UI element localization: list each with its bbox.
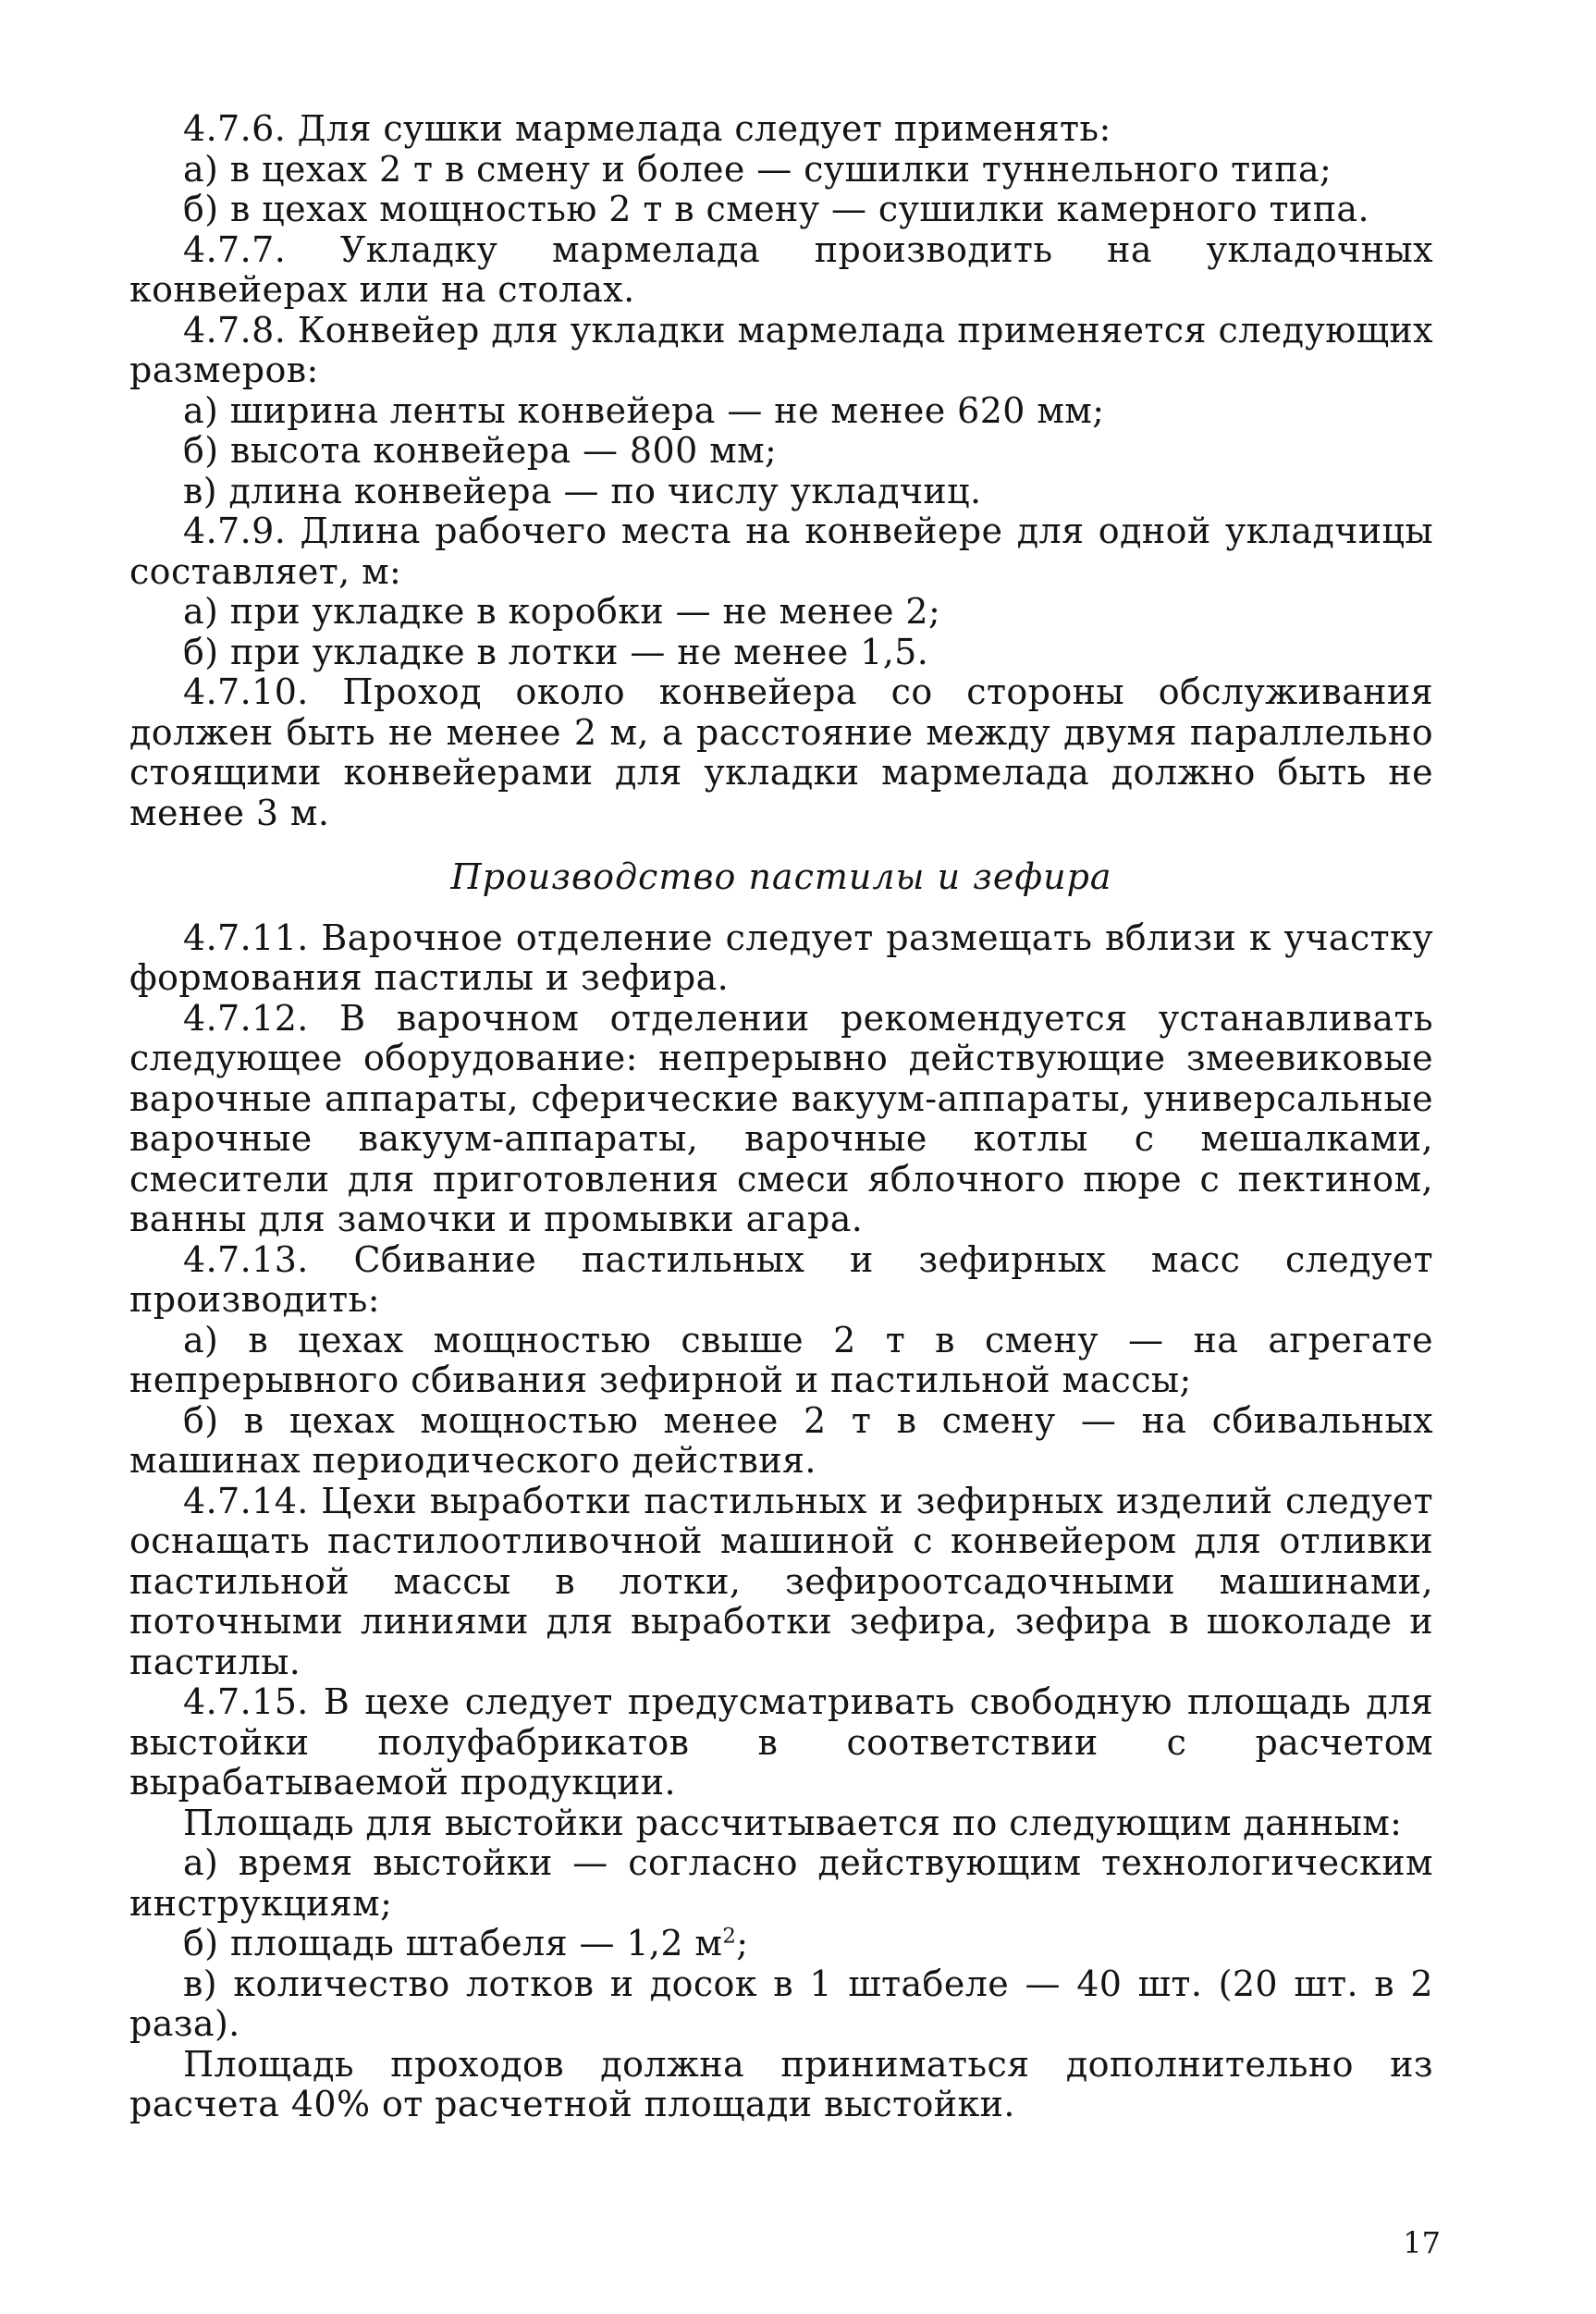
paragraph-4-7-15: 4.7.15. В цехе следует предусматривать свободную площадь для выстойки полуфабрикатов в соответствии с расчетом вырабатываемой продукции.	[129, 1681, 1433, 1803]
paragraph-area-calc: Площадь для выстойки рассчитывается по следующим данным:	[183, 1802, 1403, 1843]
paragraph-4-7-9: 4.7.9. Длина рабочего места на конвейере для одной укладчицы составляет, м:	[129, 511, 1433, 592]
section-heading: Производство пастилы и зефира	[450, 856, 1112, 897]
paragraph-4-7-8: 4.7.8. Конвейер для укладки мармелада применяется следующих размеров:	[129, 309, 1433, 390]
paragraph-4-7-14: 4.7.14. Цехи выработки пастильных и зефирных изделий следует оснащать пастилоотливочной машиной с конвейером для отливки пастильной массы в лотки, зефироотсадочными машинами, поточными линиями для выработки зефира, зефира в шоколаде и пастилы.	[129, 1480, 1433, 1682]
list-item-4-7-8-b: б) высота конвейера — 800 мм;	[183, 430, 778, 471]
document-page	[129, 109, 1433, 2236]
list-item-4-7-9-b: б) при укладке в лотки — не менее 1,5.	[183, 631, 929, 672]
paragraph-4-7-11: 4.7.11. Варочное отделение следует размещать вблизи к участку формования пастилы и зефира.	[129, 917, 1433, 998]
superscript-2: 2	[722, 1924, 737, 1949]
list-item-4-7-8-a: а) ширина ленты конвейера — не менее 620 мм;	[183, 389, 1105, 431]
list-item-4-7-13-a: а) в цехах мощностью свыше 2 т в смену — на агрегате непрерывного сбивания зефирной и пастильной массы;	[129, 1319, 1433, 1400]
paragraph-passages: Площадь проходов должна приниматься дополнительно из расчета 40% от расчетной площади выстойки.	[129, 2043, 1433, 2124]
paragraph-4-7-10: 4.7.10. Проход около конвейера со стороны обслуживания должен быть не менее 2 м, а расстояние между двумя параллельно стоящими конвейерами для укладки мармелада должно быть не менее 3 м.	[129, 671, 1433, 833]
stack-area-text: б) площадь штабеля — 1,2 м	[183, 1923, 723, 1963]
list-item-4-7-15-c: в) количество лотков и досок в 1 штабеле — 40 шт. (20 шт. в 2 раза).	[129, 1963, 1433, 2044]
list-item-4-7-15-b	[129, 1924, 1433, 1964]
list-item-4-7-15-a: а) время выстойки — согласно действующим технологическим инструкциям;	[129, 1842, 1433, 1924]
list-item-4-7-8-c: в) длина конвейера — по числу укладчиц.	[183, 470, 982, 511]
list-item-4-7-13-b: б) в цехах мощностью менее 2 т в смену — на сбивальных машинах периодического действия.	[129, 1399, 1433, 1481]
list-item-4-7-9-a: а) при укладке в коробки — не менее 2;	[183, 591, 941, 632]
stack-area-end: ;	[736, 1923, 749, 1963]
list-item-4-7-6-b: б) в цехах мощностью 2 т в смену — сушилки камерного типа.	[183, 189, 1369, 229]
page-number: 17	[1403, 2225, 1441, 2260]
list-item-4-7-6-a: а) в цехах 2 т в смену и более — сушилки туннельного типа;	[183, 148, 1332, 190]
paragraph-4-7-7: 4.7.7. Укладку мармелада производить на укладочных конвейерах или на столах.	[129, 228, 1433, 310]
paragraph-4-7-12: 4.7.12. В варочном отделении рекомендуется устанавливать следующее оборудование: непрерывно действующие змеевиковые варочные аппараты, сферические вакуум-аппараты, универсальные варочные вакуум-аппараты, варочные котлы с мешалками, смесители для приготовления смеси яблочного пюре с пектином, ванны для замочки и промывки агара.	[129, 997, 1433, 1239]
paragraph-4-7-13: 4.7.13. Сбивание пастильных и зефирных масс следует производить:	[129, 1238, 1433, 1320]
paragraph-4-7-6: 4.7.6. Для сушки мармелада следует применять:	[183, 108, 1111, 149]
